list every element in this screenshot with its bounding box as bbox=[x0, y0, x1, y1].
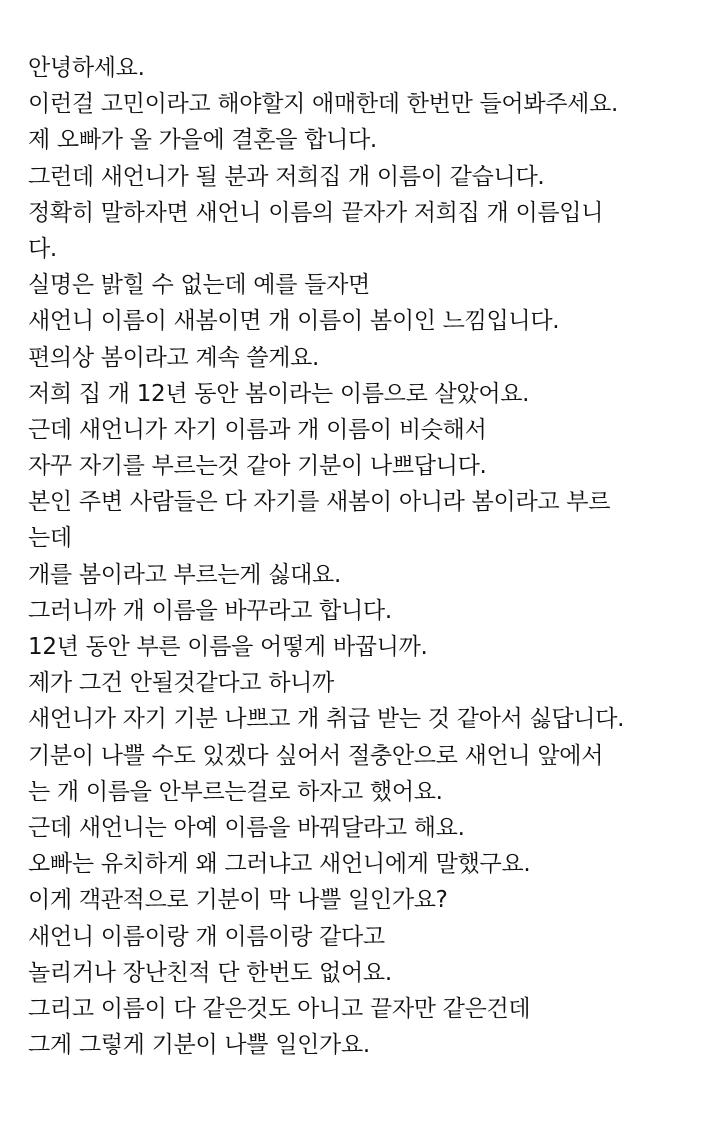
text-line: 그러니까 개 이름을 바꾸라고 합니다. bbox=[28, 597, 392, 624]
text-line: 이런걸 고민이라고 해야할지 애매한데 한번만 들어봐주세요. bbox=[28, 91, 619, 118]
text-line: 다. bbox=[28, 235, 57, 262]
text-line: 새언니 이름이랑 개 이름이랑 같다고 bbox=[28, 923, 385, 950]
text-line: 는데 bbox=[28, 525, 72, 552]
text-line: 새언니가 자기 기분 나쁘고 개 취급 받는 것 같아서 싫답니다. bbox=[28, 706, 625, 733]
text-line: 편의상 봄이라고 계속 쓸게요. bbox=[28, 344, 320, 371]
text-line: 그런데 새언니가 될 분과 저희집 개 이름이 같습니다. bbox=[28, 163, 545, 190]
text-line: 새언니 이름이 새봄이면 개 이름이 봄이인 느낌입니다. bbox=[28, 308, 560, 335]
text-line: 이게 객관적으로 기분이 막 나쁠 일인가요? bbox=[28, 887, 448, 914]
text-line: 그게 그렇게 기분이 나쁠 일인가요. bbox=[28, 1032, 370, 1059]
text-line: 정확히 말하자면 새언니 이름의 끝자가 저희집 개 이름입니 bbox=[28, 199, 604, 226]
post-body bbox=[28, 50, 720, 1063]
text-line: 기분이 나쁠 수도 있겠다 싶어서 절충안으로 새언니 앞에서 bbox=[28, 742, 604, 769]
text-line: 오빠는 유치하게 왜 그러냐고 새언니에게 말했구요. bbox=[28, 851, 531, 878]
text-line: 놀리거나 장난친적 단 한번도 없어요. bbox=[28, 959, 392, 986]
text-line: 자꾸 자기를 부르는것 같아 기분이 나쁘답니다. bbox=[28, 453, 487, 480]
text-line: 그리고 이름이 다 같은것도 아니고 끝자만 같은건데 bbox=[28, 995, 531, 1022]
text-line: 제가 그건 안될것같다고 하니까 bbox=[28, 670, 334, 697]
text-line: 실명은 밝힐 수 없는데 예를 들자면 bbox=[28, 272, 370, 299]
text-line: 12년 동안 부른 이름을 어떻게 바꿉니까. bbox=[28, 634, 428, 660]
text-line: 제 오빠가 올 가을에 결혼을 합니다. bbox=[28, 127, 377, 154]
text-line: 본인 주변 사람들은 다 자기를 새봄이 아니라 봄이라고 부르 bbox=[28, 489, 611, 516]
text-line: 는 개 이름을 안부르는걸로 하자고 했어요. bbox=[28, 778, 443, 805]
text-line: 근데 새언니가 자기 이름과 개 이름이 비슷해서 bbox=[28, 416, 487, 443]
text-line: 안녕하세요. bbox=[28, 55, 145, 81]
text-line: 근데 새언니는 아예 이름을 바꿔달라고 해요. bbox=[28, 814, 465, 841]
text-line: 개를 봄이라고 부르는게 싫대요. bbox=[28, 561, 341, 588]
text-line: 저희 집 개 12년 동안 봄이라는 이름으로 살았어요. bbox=[28, 380, 530, 407]
